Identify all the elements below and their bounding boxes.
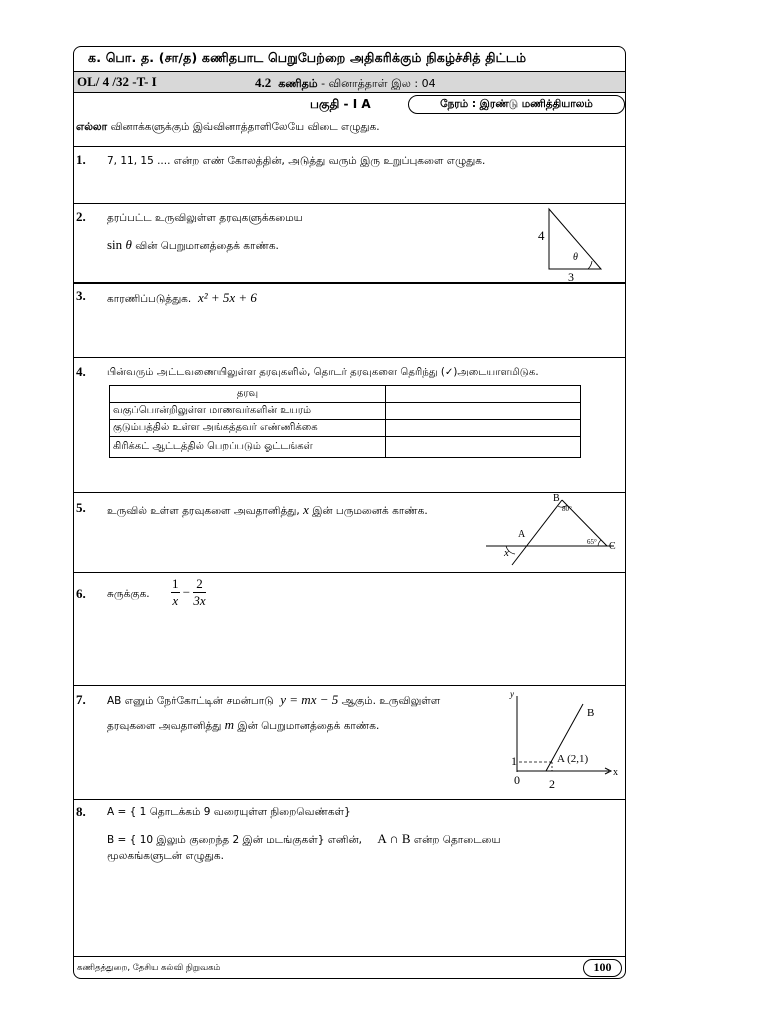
q5-angle-b: 80° <box>562 505 572 513</box>
q8-number: 8. <box>76 804 86 819</box>
q7-line2a: தரவுகளை அவதானித்து <box>107 720 222 732</box>
q7-tick-1: 1 <box>511 754 517 768</box>
q5-triangle-diagram <box>484 490 624 570</box>
q2-side-vertical: 4 <box>538 228 545 243</box>
q4-tick-cell-3[interactable] <box>386 437 581 458</box>
divider-q6 <box>74 572 625 573</box>
q7-number: 7. <box>76 692 86 707</box>
q5-angle-arc-c <box>598 540 601 546</box>
divider-q7 <box>74 685 625 686</box>
q7-tick-2: 2 <box>549 777 555 791</box>
q7-graph <box>505 688 625 793</box>
q6-den1: x <box>172 593 179 608</box>
q7-equation: y = mx − 5 <box>280 692 339 707</box>
q7-tick-0: 0 <box>514 773 520 787</box>
q5-text: உருவில் உள்ள தரவுகளை அவதானித்து, <box>107 505 300 517</box>
q2-sin: sin <box>107 237 123 252</box>
q2-number: 2. <box>76 209 86 224</box>
q7-label-b: B <box>587 707 595 719</box>
q6-text: சுருக்குக. <box>107 588 150 600</box>
q7-line1a: AB எனும் நேர்கோட்டின் சமன்பாடு <box>107 695 274 707</box>
table-row <box>110 420 581 437</box>
q6-den2: 3x <box>193 593 206 608</box>
q8-set-expr: A ∩ B <box>377 831 411 846</box>
q3-line <box>107 290 257 306</box>
q5-number: 5. <box>76 500 86 515</box>
instruction-text: வினாக்களுக்கும் இவ்வினாத்தாளிலேயே விடை எழுதுக. <box>110 121 380 133</box>
q4-table-header: தரவு <box>110 386 386 403</box>
subject-name: கணிதம் <box>278 77 318 90</box>
q4-row-2: குடும்பத்தில் உள்ள அங்கத்தவர் எண்ணிக்கை <box>110 420 386 437</box>
q2-triangle-diagram <box>530 205 610 285</box>
q5-var: x <box>303 502 309 517</box>
instruction <box>76 121 380 134</box>
q1-number: 1. <box>76 152 86 167</box>
q7-label-a: A (2,1) <box>557 753 589 765</box>
q6-number: 6. <box>76 586 86 601</box>
divider-q2 <box>74 203 625 204</box>
divider-q3 <box>74 282 625 284</box>
q5-text2: இன் பருமனைக் காண்க. <box>312 505 428 517</box>
q7-label-x: x <box>613 767 618 778</box>
paper-number: - வினாத்தாள் இல : 04 <box>321 77 436 90</box>
page-number: 100 <box>583 959 622 977</box>
q5-line <box>107 502 428 518</box>
divider-q4 <box>74 357 625 358</box>
q6-expression <box>171 576 206 609</box>
footer-divider <box>74 956 625 957</box>
q5-label-b: B <box>553 493 560 504</box>
q4-row-3: கிரிக்கட் ஆட்டத்தில் பெறப்படும் ஓட்டங்கள் <box>110 437 386 458</box>
q2-side-base: 3 <box>568 270 574 284</box>
paper-code: OL/ 4 /32 -T- I <box>77 74 157 89</box>
q6-minus: − <box>182 584 191 600</box>
q5-label-c: C <box>609 541 616 552</box>
q6-fraction-1 <box>171 576 180 609</box>
q4-number: 4. <box>76 364 86 379</box>
footer-department: கணிதத்துறை, தேசிய கல்வி நிறுவகம் <box>77 963 221 973</box>
q2-theta: θ <box>125 237 132 252</box>
q8-line1: A = { 1 தொடக்கம் 9 வரையுள்ள நிறைவெண்கள்} <box>107 806 351 818</box>
divider-q1 <box>74 146 625 147</box>
time-box: நேரம் : இரண்டு மணித்தியாலம் <box>408 95 625 114</box>
header-title: க. பொ. த. (சா/த) கணிதபாட பெறுபேற்றை அதிகரிக்கும் நிகழ்ச்சித் திட்டம் <box>88 50 527 65</box>
q4-tick-cell-1[interactable] <box>386 403 581 420</box>
q2-line1: தரப்பட்ட உருவிலுள்ள தரவுகளுக்கமைய <box>107 212 303 224</box>
q2-line2 <box>107 237 279 253</box>
q5-angle-c: 65° <box>587 538 597 546</box>
q6-fraction-2 <box>193 576 205 609</box>
q2-line2-text: வின் பெறுமானத்தைக் காண்க. <box>135 240 279 252</box>
q1-text: 7, 11, 15 .... என்ற எண் கோலத்தின், அடுத்து வரும் இரு உறுப்புகளை எழுதுக. <box>107 155 486 167</box>
q4-tick-cell-2[interactable] <box>386 420 581 437</box>
q4-table <box>109 385 581 458</box>
q8-line3: மூலகங்களுடன் எழுதுக. <box>107 850 224 862</box>
q7-line2 <box>107 717 379 733</box>
q5-label-x: x <box>504 547 509 559</box>
q4-table-header-row <box>110 386 581 403</box>
part-label: பகுதி - I A <box>310 97 371 111</box>
subject-line <box>255 75 436 92</box>
q7-label-y: y <box>510 689 514 699</box>
q7-line1b: ஆகும். உருவிலுள்ள <box>341 695 441 707</box>
q8-line2 <box>107 831 623 847</box>
instruction-bold: எல்லா <box>76 121 108 133</box>
q6-num1: 1 <box>172 576 179 591</box>
q7-line2b: இன் பெறுமானத்தைக் காண்க. <box>237 720 380 732</box>
header-divider-2 <box>74 92 625 93</box>
q3-number: 3. <box>76 288 86 303</box>
q7-var-m: m <box>224 717 235 732</box>
q8-line2b: என்ற தொடையை <box>413 834 501 846</box>
q2-angle-arc <box>588 261 592 269</box>
q8-line2a: B = { 10 இலும் குறைந்த 2 இன் மடங்குகள்} எனின், <box>107 834 362 846</box>
q4-table-header-blank <box>386 386 581 403</box>
divider-q8 <box>74 799 625 800</box>
q6-num2: 2 <box>193 576 205 593</box>
q4-row-1: வகுப்பொன்றிலுள்ள மாணவர்களின் உயரம் <box>110 403 386 420</box>
q7-line1 <box>107 692 440 708</box>
table-row <box>110 403 581 420</box>
q4-text: பின்வரும் அட்டவணையிலுள்ள தரவுகளில், தொடர் தரவுகளை தெரிந்து (✓)அடையாளமிடுக. <box>107 367 539 378</box>
q5-label-a: A <box>518 529 526 540</box>
subject-number: 4.2 <box>255 75 272 90</box>
q2-angle-label: θ <box>573 252 578 263</box>
q3-text: காரணிப்படுத்துக. <box>107 293 192 305</box>
table-row <box>110 437 581 458</box>
q3-expression: x² + 5x + 6 <box>197 290 257 305</box>
